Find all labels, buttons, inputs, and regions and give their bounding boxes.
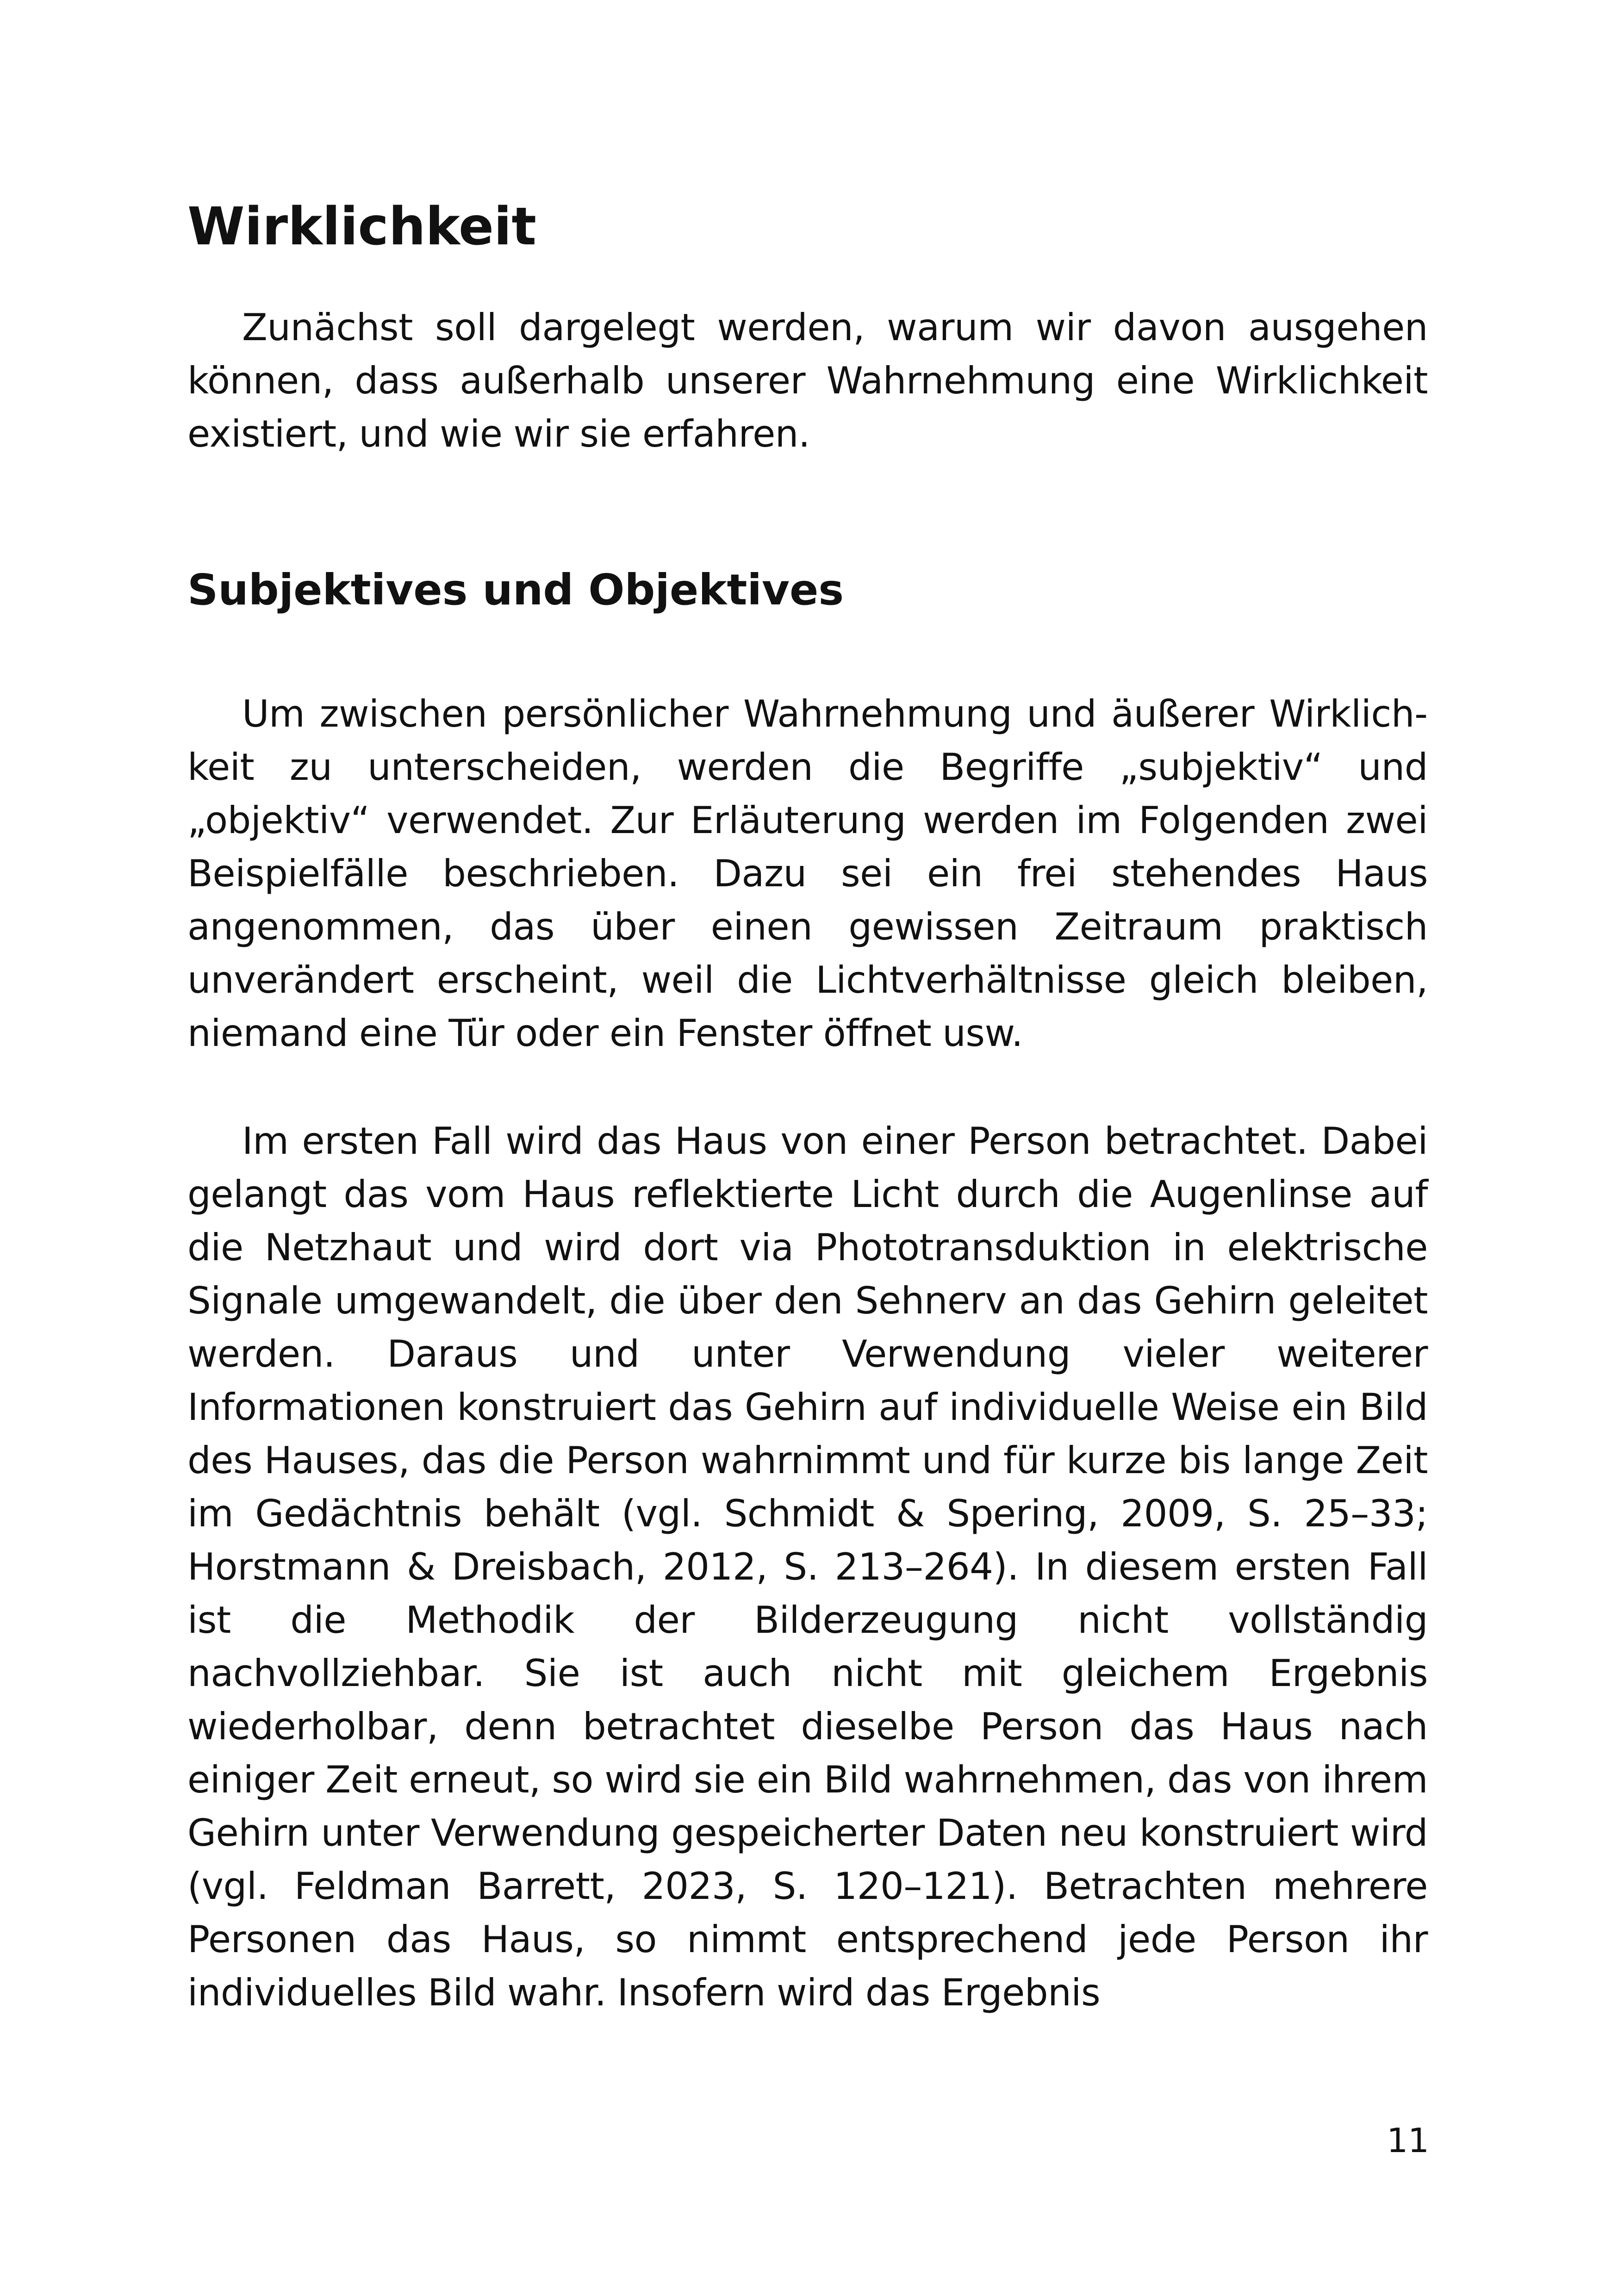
chapter-title: Wirklichkeit xyxy=(187,197,536,257)
intro-paragraph: Zunächst soll dargelegt werden, warum wir davon ausgehen können, dass außerhalb unserer Wahrnehmung eine Wirklichkeit existiert, und wie wir sie erfahren. xyxy=(187,306,1428,455)
body-paragraph: Um zwischen persönlicher Wahrnehmung und äußerer Wirklichkeit zu unterscheiden, werden die Begriffe „subjektiv“ und „objektiv“ verwendet. Zur Erläuterung werden im Folgenden zwei Beispielfälle beschrieben. Dazu sei ein frei stehendes Haus angenommen, das über einen gewissen Zeitraum praktisch unverändert erscheint, weil die Lichtverhältnisse gleich bleiben, niemand eine Tür oder ein Fenster öffnet usw. xyxy=(187,692,1428,1055)
section-title: Subjektives und Objektives xyxy=(187,565,844,615)
page-content xyxy=(187,185,1428,2019)
body-paragraph: Im ersten Fall wird das Haus von einer Person betrachtet. Dabei gelangt das vom Haus reflektierte Licht durch die Augenlinse auf die Netzhaut und wird dort via Phototransduktion in elektrische Signale umgewandelt, die über den Sehnerv an das Gehirn geleitet werden. Daraus und unter Verwendung vieler weiterer Informationen konstruiert das Gehirn auf individuelle Weise ein Bild des Hauses, das die Person wahrnimmt und für kurze bis lange Zeit im Gedächtnis behält (vgl. Schmidt & Spering, 2009, S. 25–33; Horstmann & Dreisbach, 2012, S. 213–264). In diesem ersten Fall ist die Methodik der Bilderzeugung nicht vollständig nachvollziehbar. Sie ist auch nicht mit gleichem Ergebnis wiederholbar, denn betrachtet dieselbe Person das Haus nach einiger Zeit erneut, so wird sie ein Bild wahrnehmen, das von ihrem Gehirn unter Verwendung gespeicherter Daten neu konstruiert wird (vgl. Feldman Barrett, 2023, S. 120–121). Betrachten mehrere Personen das Haus, so nimmt entsprechend jede Person ihr individuelles Bild wahr. Insofern wird das Ergebnis xyxy=(187,1120,1428,2014)
page-number: 11 xyxy=(1387,2121,1429,2160)
